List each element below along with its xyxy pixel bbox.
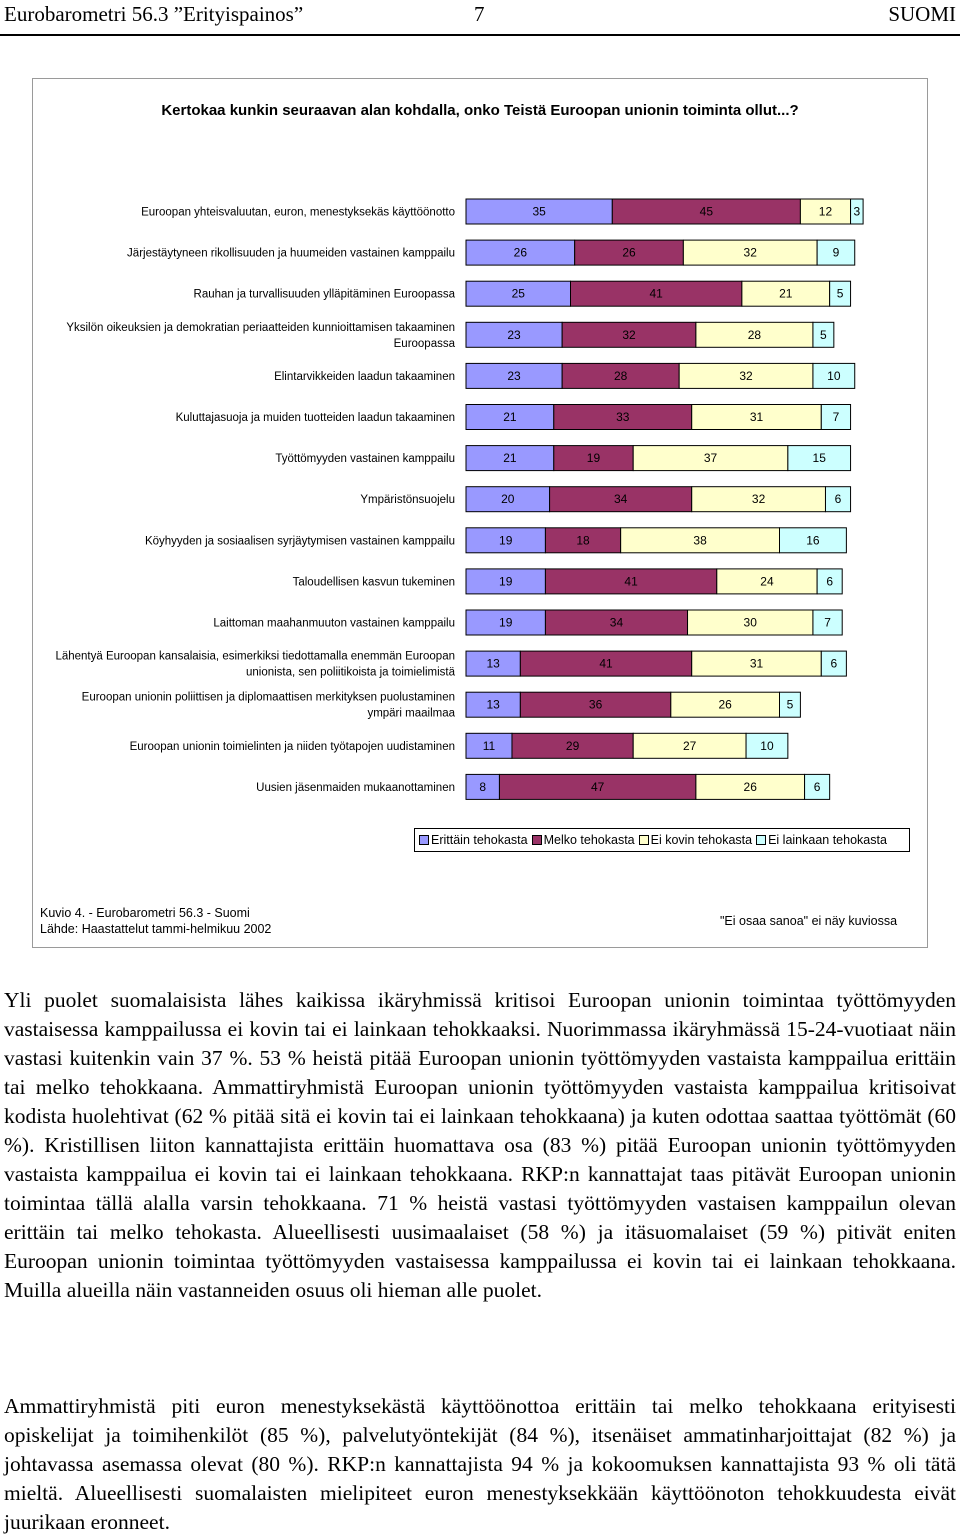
bar-value-label: 37 [703,451,718,466]
bar-value-label: 21 [503,451,517,466]
category-label-line: Euroopan unionin poliittisen ja diplomaattisen merkityksen puolustaminen [81,691,455,704]
bar-value-label: 13 [486,697,500,712]
bar-row [274,363,855,388]
legend-swatch-ei-kovin [639,835,649,845]
bar-row [66,322,834,350]
source-note: Lähde: Haastattelut tammi-helmikuu 2002 [40,922,272,936]
legend-label-ei-kovin: Ei kovin tehokasta [650,833,753,847]
legend-label-erittain: Erittäin tehokasta [431,833,528,847]
category-label [82,692,456,720]
bar-value-label: 27 [682,738,697,753]
category-label: Taloudellisen kasvun tukeminen [292,576,455,589]
bar-value-label: 33 [616,410,630,424]
category-label: Euroopan unionin toimielinten ja niiden työtapojen uudistaminen [129,740,455,753]
bar-value-label: 30 [743,615,757,630]
category-label: Järjestäytyneen rikollisuuden ja huumeiden vastainen kamppailu [127,247,455,260]
category-label: Ympäristönsuojelu [360,494,455,507]
chart-source [40,905,271,937]
bar-value-label: 12 [818,204,833,219]
bar-row [127,240,855,265]
bar-value-label: 6 [834,492,842,507]
bar-value-label: 28 [747,327,762,342]
bar-value-label: 10 [760,738,774,753]
bar-value-label: 19 [586,451,601,466]
category-label-line: unionista, sen poliitikoista ja toimielimistä [245,666,455,679]
bar-value-label: 23 [507,368,521,383]
bar-value-label: 3 [853,204,861,219]
bar-value-label: 19 [499,574,513,589]
category-label [66,322,455,350]
bar-value-label: 21 [503,410,517,424]
bar-row [256,774,829,799]
category-label: Rauhan ja turvallisuuden ylläpitäminen Euroopassa [193,288,455,301]
bar-value-label: 16 [806,533,820,548]
bar-value-label: 32 [751,492,766,507]
category-label: Euroopan yhteisvaluutan, euron, menestyksekäs käyttöönotto [141,206,455,219]
category-label-line: ympäri maailmaa [367,707,455,720]
bar-row [82,692,801,720]
category-label: Työttömyyden vastainen kamppailu [275,453,455,466]
bar-value-label: 26 [718,697,732,712]
bar-value-label: 6 [813,779,821,794]
legend-item-ei-lainkaan [756,833,887,847]
chart-legend [414,828,910,852]
body-paragraph-2: Ammattiryhmistä piti euron menestyksekästä käyttöönottoa erittäin tai melko tehokkaana erityisesti opiskelijat ja toimihenkilöt (85 %), palvelutyöntekijät (84 %), itsenäiset ammatinharjoittajat (82 %) ja johtavassa asemassa olevat (80 %). RKP:n kannattajista 94 % ja kokoomuksen kannattajista 93 % oli tätä mieltä. Alueellisesti suomalaisten mielipiteet euron menestyksekkään käyttöönoton tehokkuudesta eivät juurikaan eronneet. [4,1394,956,1534]
legend-label-ei-lainkaan: Ei lainkaan tehokasta [768,833,887,847]
bar-value-label: 47 [590,779,605,794]
legend-item-ei-kovin [639,833,752,847]
bar-value-label: 26 [513,245,528,260]
bar-row [176,405,851,430]
bar-value-label: 32 [743,245,757,260]
bar-value-label: 6 [830,656,838,671]
bar-value-label: 34 [609,615,624,630]
header-title: Eurobarometri 56.3 ”Erityispainos” [4,2,304,26]
bar-value-label: 21 [779,286,793,301]
bar-value-label: 13 [486,656,500,671]
bar-value-label: 28 [613,368,628,383]
bar-row [145,528,846,553]
bar-row [130,733,788,758]
category-label: Laittoman maahanmuuton vastainen kamppailu [213,617,455,630]
bar-value-label: 25 [511,286,525,301]
dont-know-note: "Ei osaa sanoa" ei näy kuviossa [720,914,898,928]
bar-value-label: 29 [565,738,580,753]
bar-value-label: 45 [699,204,714,219]
category-label: Köyhyyden ja sosiaalisen syrjäytymisen vastainen kamppailu [144,535,455,548]
bar-row [275,446,850,471]
bar-value-label: 10 [827,368,841,383]
category-label-line: Yksilön oikeuksien ja demokratian periaatteiden kunnioittamisen takaaminen [66,321,455,334]
bar-row [293,569,843,594]
bar-value-label: 8 [479,779,487,794]
legend-item-erittain [419,833,528,847]
legend-swatch-erittain [419,835,429,845]
legend-swatch-melko [532,835,542,845]
bar-value-label: 19 [499,533,513,548]
bar-value-label: 32 [622,327,636,342]
bar-value-label: 6 [826,574,834,589]
bar-value-label: 31 [749,410,764,424]
bar-value-label: 5 [836,286,844,301]
category-label: Elintarvikkeiden laadun takaaminen [274,370,455,383]
bar-value-label: 41 [624,574,638,589]
bar-value-label: 26 [743,779,757,794]
bar-value-label: 7 [824,615,831,630]
bar-row [141,199,863,224]
bar-value-label: 5 [820,327,827,342]
bar-value-label: 26 [622,245,636,260]
category-label: Kuluttajasuoja ja muiden tuotteiden laadun takaaminen [175,412,455,424]
bar-row [194,281,851,306]
bar-value-label: 5 [786,697,794,712]
bar-value-label: 20 [501,492,515,507]
page-number: 7 [474,2,485,26]
bar-value-label: 9 [832,245,840,260]
legend-label-melko: Melko tehokasta [543,833,635,847]
category-label-line: Lähentyä Euroopan kansalaisia, esimerkiksi tiedottamalla enemmän Euroopan [55,650,455,663]
category-label [55,651,455,679]
header-country: SUOMI [888,2,956,26]
bar-value-label: 23 [507,327,521,342]
bar-value-label: 24 [760,574,774,589]
bar-value-label: 38 [693,533,707,548]
bar-row [360,487,850,512]
bar-row [213,610,842,635]
category-label: Uusien jäsenmaiden mukaanottaminen [256,781,455,794]
legend-item-melko [532,833,635,847]
bar-value-label: 11 [482,738,496,753]
bar-value-label: 18 [576,533,590,548]
bar-value-label: 7 [832,410,840,424]
bar-value-label: 36 [588,697,603,712]
bar-value-label: 32 [739,368,753,383]
chart-title: Kertokaa kunkin seuraavan alan kohdalla, onko Teistä Euroopan unionin toiminta ollut...? [161,102,799,119]
bar-row [55,651,846,679]
bar-value-label: 34 [613,492,628,507]
bar-value-label: 41 [649,286,663,301]
bar-value-label: 35 [532,204,546,219]
bar-value-label: 41 [599,656,613,671]
bar-value-label: 15 [812,451,826,466]
legend-swatch-ei-lainkaan [756,835,766,845]
bar-value-label: 19 [499,615,513,630]
body-paragraph-1: Yli puolet suomalaisista lähes kaikissa ikäryhmissä kritisoi Euroopan unionin toimintaa työttömyyden vastaisessa kamppailussa ei kovin tai ei lainkaan tehokkaaksi. Nuorimmassa ikäryhmässä 15-24-vuotiaat näin vastasi kuitenkin vain 37 %. 53 % heistä pitää Euroopan unionin työttömyyden vastaista kamppailua erittäin tai melko tehokkaana. Ammattiryhmistä Euroopan unionin työttömyyden vastaista kamppailua kritisoivat kodista huolehtivat (62 % pitää sitä ei kovin tai ei lainkaan tehokkaana) ja kuten odottaa saattaa työttömät (60 %). Kristillisen liiton kannattajista erittäin huomattava osa (83 %) pitää Euroopan unionin työttömyyden vastaista kamppailua ei kovin tai ei lainkaan tehokkaana. RKP:n kannattajat taas pitävät Euroopan unionin toimintaa tällä alalla varsin tehokkaana. 71 % heistä vastasi työttömyyden vastaisen kamppailun olevan erittäin tai melko tehokasta. Alueellisesti uusimaalaiset (58 %) ja itäsuomalaiset (59 %) pitivät eniten Euroopan unionin toimintaa työttömyyden vastaisessa kamppailussa ei kovin tai ei lainkaan tehokkaana. Muilla alueilla näin vastanneiden osuus oli hieman alle puolet. [4,988,956,1302]
figure-caption: Kuvio 4. - Eurobarometri 56.3 - Suomi [40,906,250,920]
bar-value-label: 31 [749,656,764,671]
category-label-line: Euroopassa [393,337,455,350]
